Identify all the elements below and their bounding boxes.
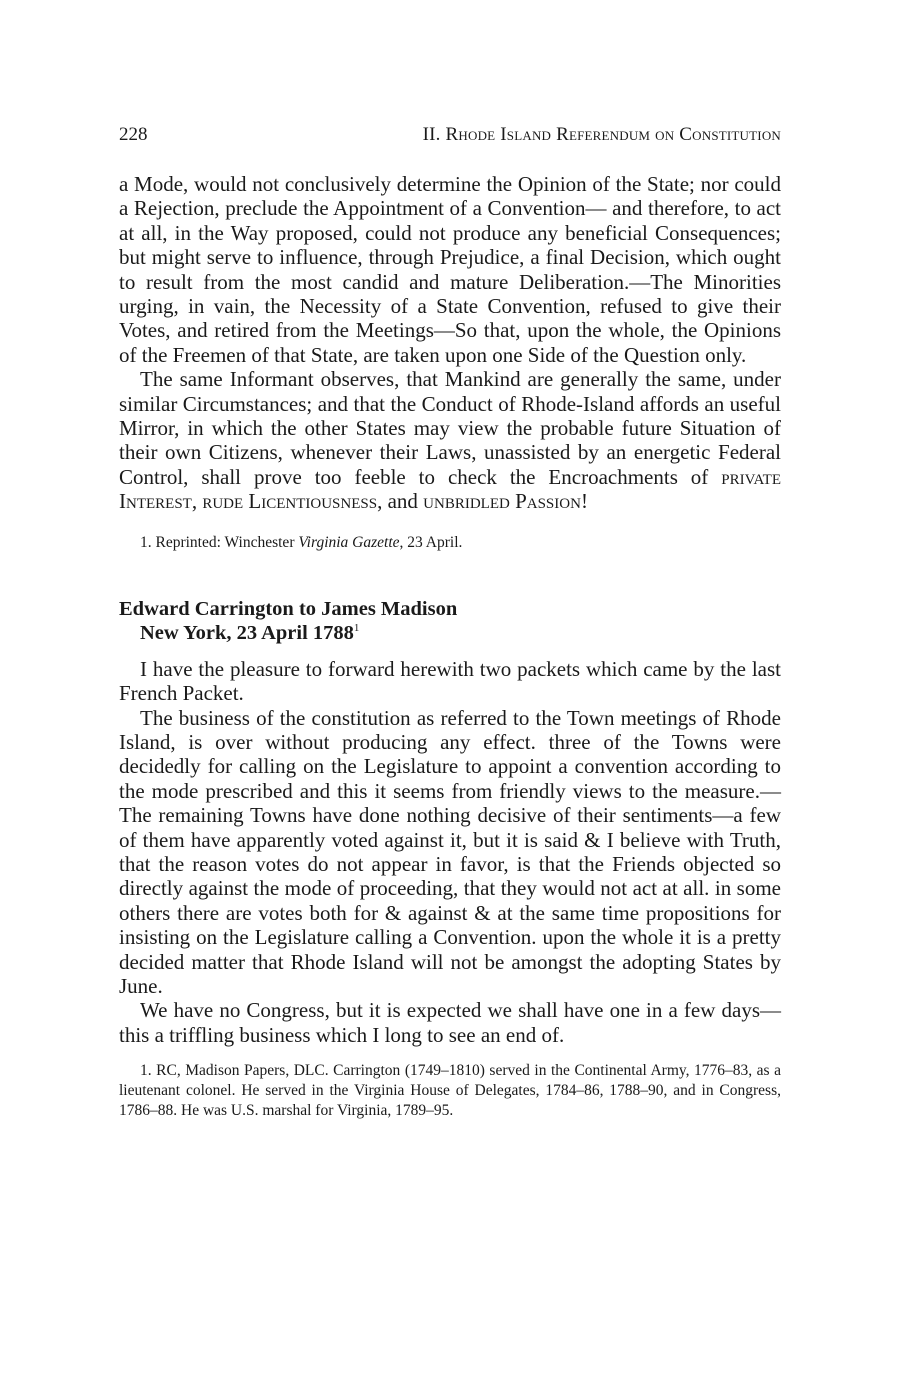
dateline-text: New York, 23 April 1788 bbox=[140, 621, 354, 644]
footnote-reference: 1 bbox=[353, 621, 360, 634]
footnote: 1. RC, Madison Papers, DLC. Carrington (1749–1810) served in the Continental Army, 1776–83, as a lieutenant colonel. He served in the Virginia House of Delegates, 1784–86, 1788–90, and in Congress, 1786–88. He was U.S. marshal for Virginia, 1789–95. bbox=[119, 1062, 781, 1120]
document-title: Edward Carrington to James Madison bbox=[119, 597, 458, 620]
page-number: 228 bbox=[119, 124, 148, 145]
separator: , and bbox=[377, 489, 424, 514]
document-dateline bbox=[119, 621, 781, 645]
letter-paragraph: I have the pleasure to forward herewith two packets which came by the last French Packet. bbox=[119, 656, 781, 706]
informant-paragraph-text: The same Informant observes, that Mankind are generally the same, under similar Circumstances; and that the Conduct of Rhode-Island affords an useful Mirror, in which the other States may view the probable future Situation of their own Citizens, whenever their Laws, unassisted by an energetic Federal Control, shall prove too feeble to check the Encroachments of bbox=[119, 367, 781, 489]
emphasis-unbridled-passion: unbridled Passion bbox=[423, 489, 581, 514]
footnote-date: , 23 April. bbox=[399, 533, 463, 551]
footnote-text: 1. Reprinted: Winchester bbox=[140, 533, 299, 551]
book-page bbox=[119, 120, 781, 1121]
informant-paragraph bbox=[119, 367, 781, 513]
continued-paragraph: a Mode, would not conclusively determine the Opinion of the State; nor could a Rejection, preclude the Appointment of a Convention— and therefore, to act at all, in the Way proposed, could not produce any beneficial Consequences; but might serve to influence, through Prejudice, a final Decision, which ought to result from the most candid and mature Deliberation.—The Minorities urging, in vain, the Necessity of a State Convention, refused to give their Votes, and retired from the Meetings—So that, upon the whole, the Opinions of the Freemen of that State, are taken upon one Side of the Question only. bbox=[119, 172, 781, 367]
running-title: II. Rhode Island Referendum on Constitution bbox=[422, 124, 781, 145]
emphasis-private-interest: private Interest bbox=[119, 464, 781, 514]
separator: , bbox=[191, 489, 203, 514]
emphasis-rude-licentiousness: rude Licentiousness bbox=[202, 489, 378, 514]
footnote-newspaper-title: Virginia Gazette bbox=[298, 533, 400, 551]
end-mark: ! bbox=[580, 489, 588, 514]
letter-paragraph: The business of the constitution as referred to the Town meetings of Rhode Island, is over without producing any effect. three of the Towns were decidedly for calling on the Legislature to appoint a convention according to the mode prescribed and this it seems from friendly views to the measure.—The remaining Towns have done nothing decisive of their sentiments—a few of them have apparently voted against it, but it is said & I believe with Truth, that the reason votes do not appear in favor, is that the Friends objected so directly against the mode of proceeding, that they would not act at all. in some others there are votes both for & against & at the same time propositions for insisting on the Legislature calling a Convention. upon the whole it is a pretty decided matter that Rhode Island will not be amongst the adopting States by June. bbox=[119, 705, 781, 998]
footnote bbox=[119, 533, 781, 553]
document-heading bbox=[119, 597, 781, 645]
letter-paragraph: We have no Congress, but it is expected we shall have one in a few days—this a triffling business which I long to see an end of. bbox=[119, 998, 781, 1047]
running-head bbox=[119, 120, 781, 150]
